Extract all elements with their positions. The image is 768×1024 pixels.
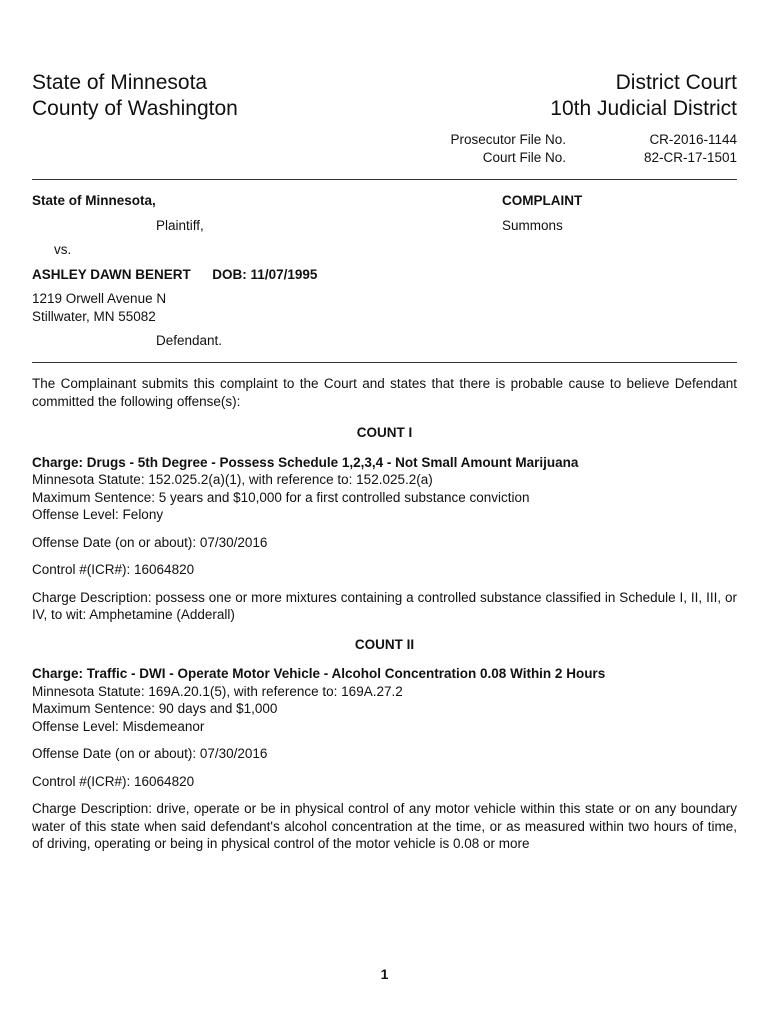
caption-divider [32, 362, 737, 363]
defendant-role: Defendant. [156, 333, 223, 348]
count-2-max-sentence: Maximum Sentence: 90 days and $1,000 [32, 701, 278, 716]
count-2-block [32, 665, 737, 735]
count-1-description: Charge Description: possess one or more mixtures containing a controlled substance classified in Schedule I, II, III, or IV, to wit: Amphetamine (Adderall) [32, 589, 737, 622]
document-page [32, 0, 737, 1024]
plaintiff-name: State of Minnesota, [32, 193, 156, 208]
document-type: COMPLAINT [502, 193, 583, 208]
complaint-body [32, 375, 737, 853]
count-1-title: COUNT I [356, 425, 413, 440]
court-header [32, 70, 737, 122]
count-2-statute: Minnesota Statute: 169A.20.1(5), with reference to: 169A.27.2 [32, 683, 403, 699]
count-2-title: COUNT II [354, 636, 415, 652]
prosecutor-file-value: CR-2016-1144 [649, 132, 737, 147]
defendant-name: ASHLEY DAWN BENERT [32, 267, 191, 282]
prosecutor-file-row [376, 131, 737, 149]
plaintiff-role: Plaintiff, [156, 218, 204, 233]
count-1-block [32, 454, 737, 524]
document-subtype: Summons [502, 218, 563, 233]
prosecutor-file-label: Prosecutor File No. [450, 132, 566, 147]
court-file-label: Court File No. [482, 149, 566, 165]
count-1-statute: Minnesota Statute: 152.025.2(a)(1), with reference to: 152.025.2(a) [32, 472, 433, 487]
count-1-max-sentence: Maximum Sentence: 5 years and $10,000 for a first controlled substance conviction [32, 489, 530, 505]
state-heading: State of Minnesota [32, 71, 208, 94]
court-heading: District Court [615, 71, 737, 94]
top-divider [32, 179, 737, 180]
count-2-level: Offense Level: Misdemeanor [32, 718, 205, 734]
intro-paragraph: The Complainant submits this complaint to the Court and states that there is probable cause to believe Defendant committed the following offense(s): [32, 376, 737, 409]
count-2-control: Control #(ICR#): 16064820 [32, 773, 195, 789]
count-1-charge: Charge: Drugs - 5th Degree - Possess Schedule 1,2,3,4 - Not Small Amount Marijuana [32, 454, 579, 470]
defendant-address-line2: Stillwater, MN 55082 [32, 309, 156, 324]
count-2-offense-date: Offense Date (on or about): 07/30/2016 [32, 746, 268, 761]
court-file-value: 82-CR-17-1501 [643, 149, 737, 165]
defendant-address-line1: 1219 Orwell Avenue N [32, 291, 167, 306]
defendant-dob: DOB: 11/07/1995 [212, 267, 318, 282]
district-heading: 10th Judicial District [550, 97, 737, 120]
count-2-description: Charge Description: drive, operate or be in physical control of any motor vehicle within this state or on any boundary water of this state when said defendant's alcohol concentration at the time, or as measured within two hours of time, of driving, operating or being in physical control of the motor vehicle is 0.08 or more [32, 801, 737, 851]
versus-label: vs. [54, 242, 72, 257]
court-file-row [376, 149, 737, 167]
count-1-level: Offense Level: Felony [32, 507, 164, 522]
count-2-charge: Charge: Traffic - DWI - Operate Motor Vehicle - Alcohol Concentration 0.08 Within 2 Hours [32, 666, 606, 681]
count-1-control: Control #(ICR#): 16064820 [32, 562, 195, 577]
page-number: 1 [380, 966, 389, 982]
file-numbers [376, 131, 737, 166]
defendant-line [32, 266, 317, 284]
count-1-offense-date: Offense Date (on or about): 07/30/2016 [32, 534, 268, 550]
county-heading: County of Washington [32, 97, 238, 120]
